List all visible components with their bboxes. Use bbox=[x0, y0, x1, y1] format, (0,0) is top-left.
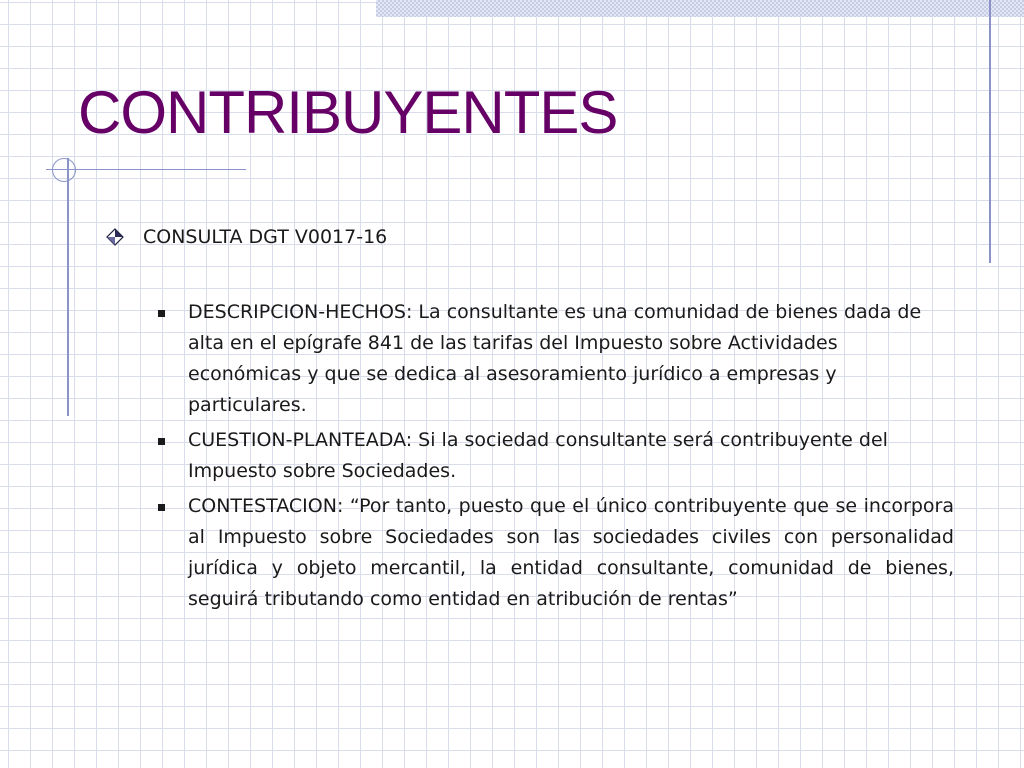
title-underline bbox=[46, 169, 246, 170]
bullet-descripcion-hechos bbox=[158, 297, 954, 421]
bullet-text: CONTESTACION: “Por tanto, puesto que el único contribuyente que se incorpora al Impuesto sobre Sociedades son las sociedades civiles con personalidad jurídica y objeto mercantil, la entidad consultante, comunidad de bienes, seguirá tributando como entidad en atribución de rentas” bbox=[188, 495, 954, 610]
left-decorative-line bbox=[67, 158, 69, 416]
right-decorative-line bbox=[989, 0, 991, 263]
bullet-text: DESCRIPCION-HECHOS: La consultante es una comunidad de bienes dada de alta en el epígrafe 841 de las tarifas del Impuesto sobre Actividades económicas y que se dedica al asesoramiento jurídico a empresas y particulares. bbox=[188, 301, 922, 416]
consulta-heading: CONSULTA DGT V0017-16 bbox=[143, 226, 388, 248]
top-decorative-band bbox=[376, 0, 1024, 17]
bullet-text: CUESTION-PLANTEADA: Si la sociedad consultante será contribuyente del Impuesto sobre Sociedades. bbox=[188, 429, 888, 482]
slide-title: CONTRIBUYENTES bbox=[78, 79, 618, 146]
square-bullet-icon bbox=[158, 310, 165, 317]
square-bullet-icon bbox=[158, 438, 165, 445]
bullet-contestacion bbox=[158, 491, 954, 615]
square-bullet-icon bbox=[158, 504, 165, 511]
circle-decoration bbox=[52, 158, 76, 182]
bullet-list bbox=[158, 297, 954, 619]
bullet-cuestion-planteada bbox=[158, 425, 954, 487]
diamond-bullet-icon bbox=[106, 228, 124, 246]
